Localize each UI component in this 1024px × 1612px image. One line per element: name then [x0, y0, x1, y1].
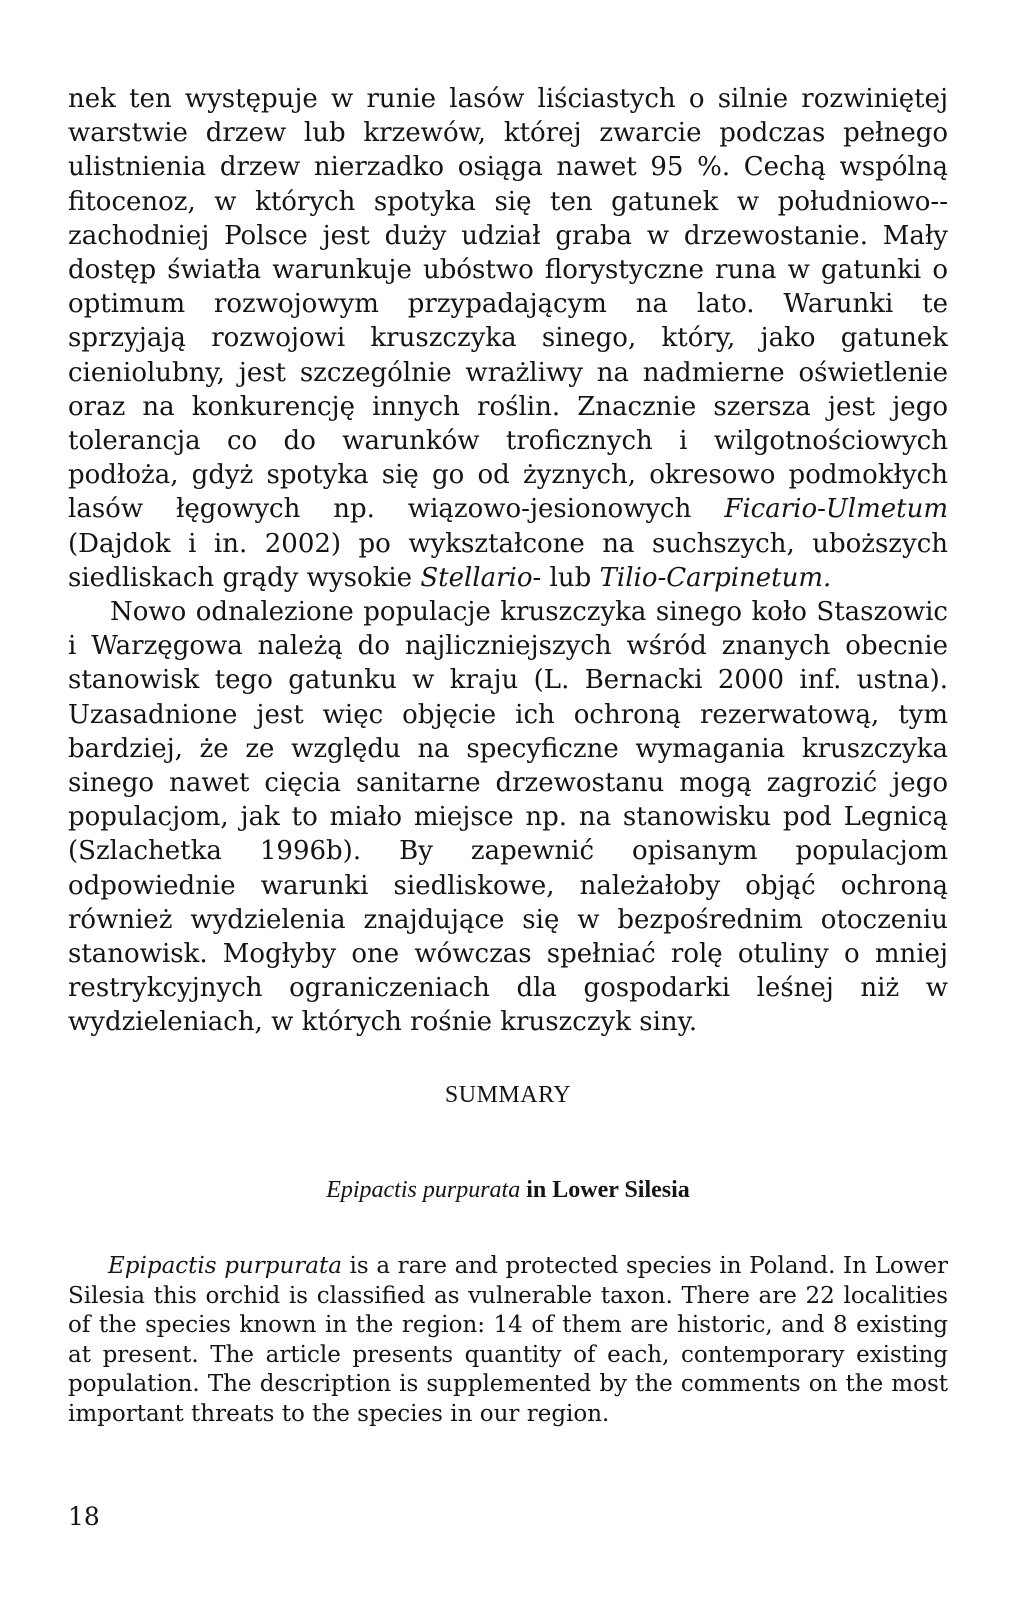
- page-number: 18: [68, 1502, 100, 1531]
- taxon-ficario-ulmetum: Ficario-Ulmetum: [724, 494, 948, 525]
- summary-heading: SUMMARY: [444, 1082, 572, 1108]
- taxon-tilio-carpinetum: Tilio-Carpinetum.: [599, 562, 832, 593]
- summary-title-rest: in Lower Silesia: [520, 1177, 690, 1203]
- paragraph-1-text: nek ten występuje w runie lasów liściastych o silnie rozwiniętej warstwie drzew lub krzewów, której zwarcie podczas pełnego ulistnienia drzew nierzadko osiąga nawet 95 %. Cechą wspólną fitocenoz, w których spotyka się ten gatunek w południowo--zachodniej Polsce jest duży udział graba w drzewostanie. Mały dostęp światła warunkuje ubóstwo florystyczne runa w gatunki o optimum rozwojowym przypadającym na lato. Warunki te sprzyjają rozwojowi kruszczyka sinego, który, jako gatunek cieniolubny, jest szczególnie wrażliwy na nadmierne oświetlenie oraz na konkurencję innych roślin. Znacznie szersza jest jego tolerancja co do warunków troficznych i wilgotnościowych podłoża, gdyż spotyka się go od żyznych, okresowo podmokłych lasów łęgowych np. wiązowo-jesionowych: [68, 84, 948, 525]
- summary-text-body: is a rare and protected species in Poland. In Lower Silesia this orchid is classified as vulnerable taxon. There are 22 localities of the species known in the region: 14 of them are historic, and 8 existing at present. The article presents quantity of each, contemporary existing population. The description is supplemented by the comments on the most important threats to the species in our region.: [68, 1253, 948, 1427]
- taxon-stellario: Stellario-: [420, 562, 542, 593]
- summary-text-species: Epipactis purpurata: [108, 1253, 342, 1279]
- summary-title-species: Epipactis purpurata: [326, 1177, 521, 1203]
- page: [68, 82, 948, 1531]
- main-text: [68, 82, 948, 1040]
- summary-title: [68, 1177, 948, 1204]
- paragraph-2: Nowo odnalezione populacje kruszczyka sinego koło Staszowic i Warzęgowa należą do najliczniejszych wśród znanych obecnie stanowisk tego gatunku w kraju (L. Bernacki 2000 inf. ustna). Uzasadnione jest więc objęcie ich ochroną rezerwatową, tym bardziej, że ze względu na specyficzne wymagania kruszczyka sinego nawet cięcia sanitarne drzewostanu mogą zagrozić jego populacjom, jak to miało miejsce np. na stanowisku pod Legnicą (Szlachetka 1996b). By zapewnić opisanym populacjom odpowiednie warunki siedliskowe, należałoby objąć ochroną również wydzielenia znajdujące się w bezpośrednim otoczeniu stanowisk. Mogłyby one wówczas spełniać rolę otuliny o mniej restrykcyjnych ograniczeniach dla gospodarki leśnej niż w wydzieleniach, w których rośnie kruszczyk siny.: [68, 597, 948, 1038]
- paragraph-1: [68, 82, 948, 595]
- paragraph-1-mid: (Dajdok i in. 2002) po wykształcone na suchszych, uboższych siedliskach grądy wysokie: [68, 528, 948, 593]
- paragraph-1-lub: lub: [541, 562, 600, 593]
- summary-text: [68, 1252, 948, 1429]
